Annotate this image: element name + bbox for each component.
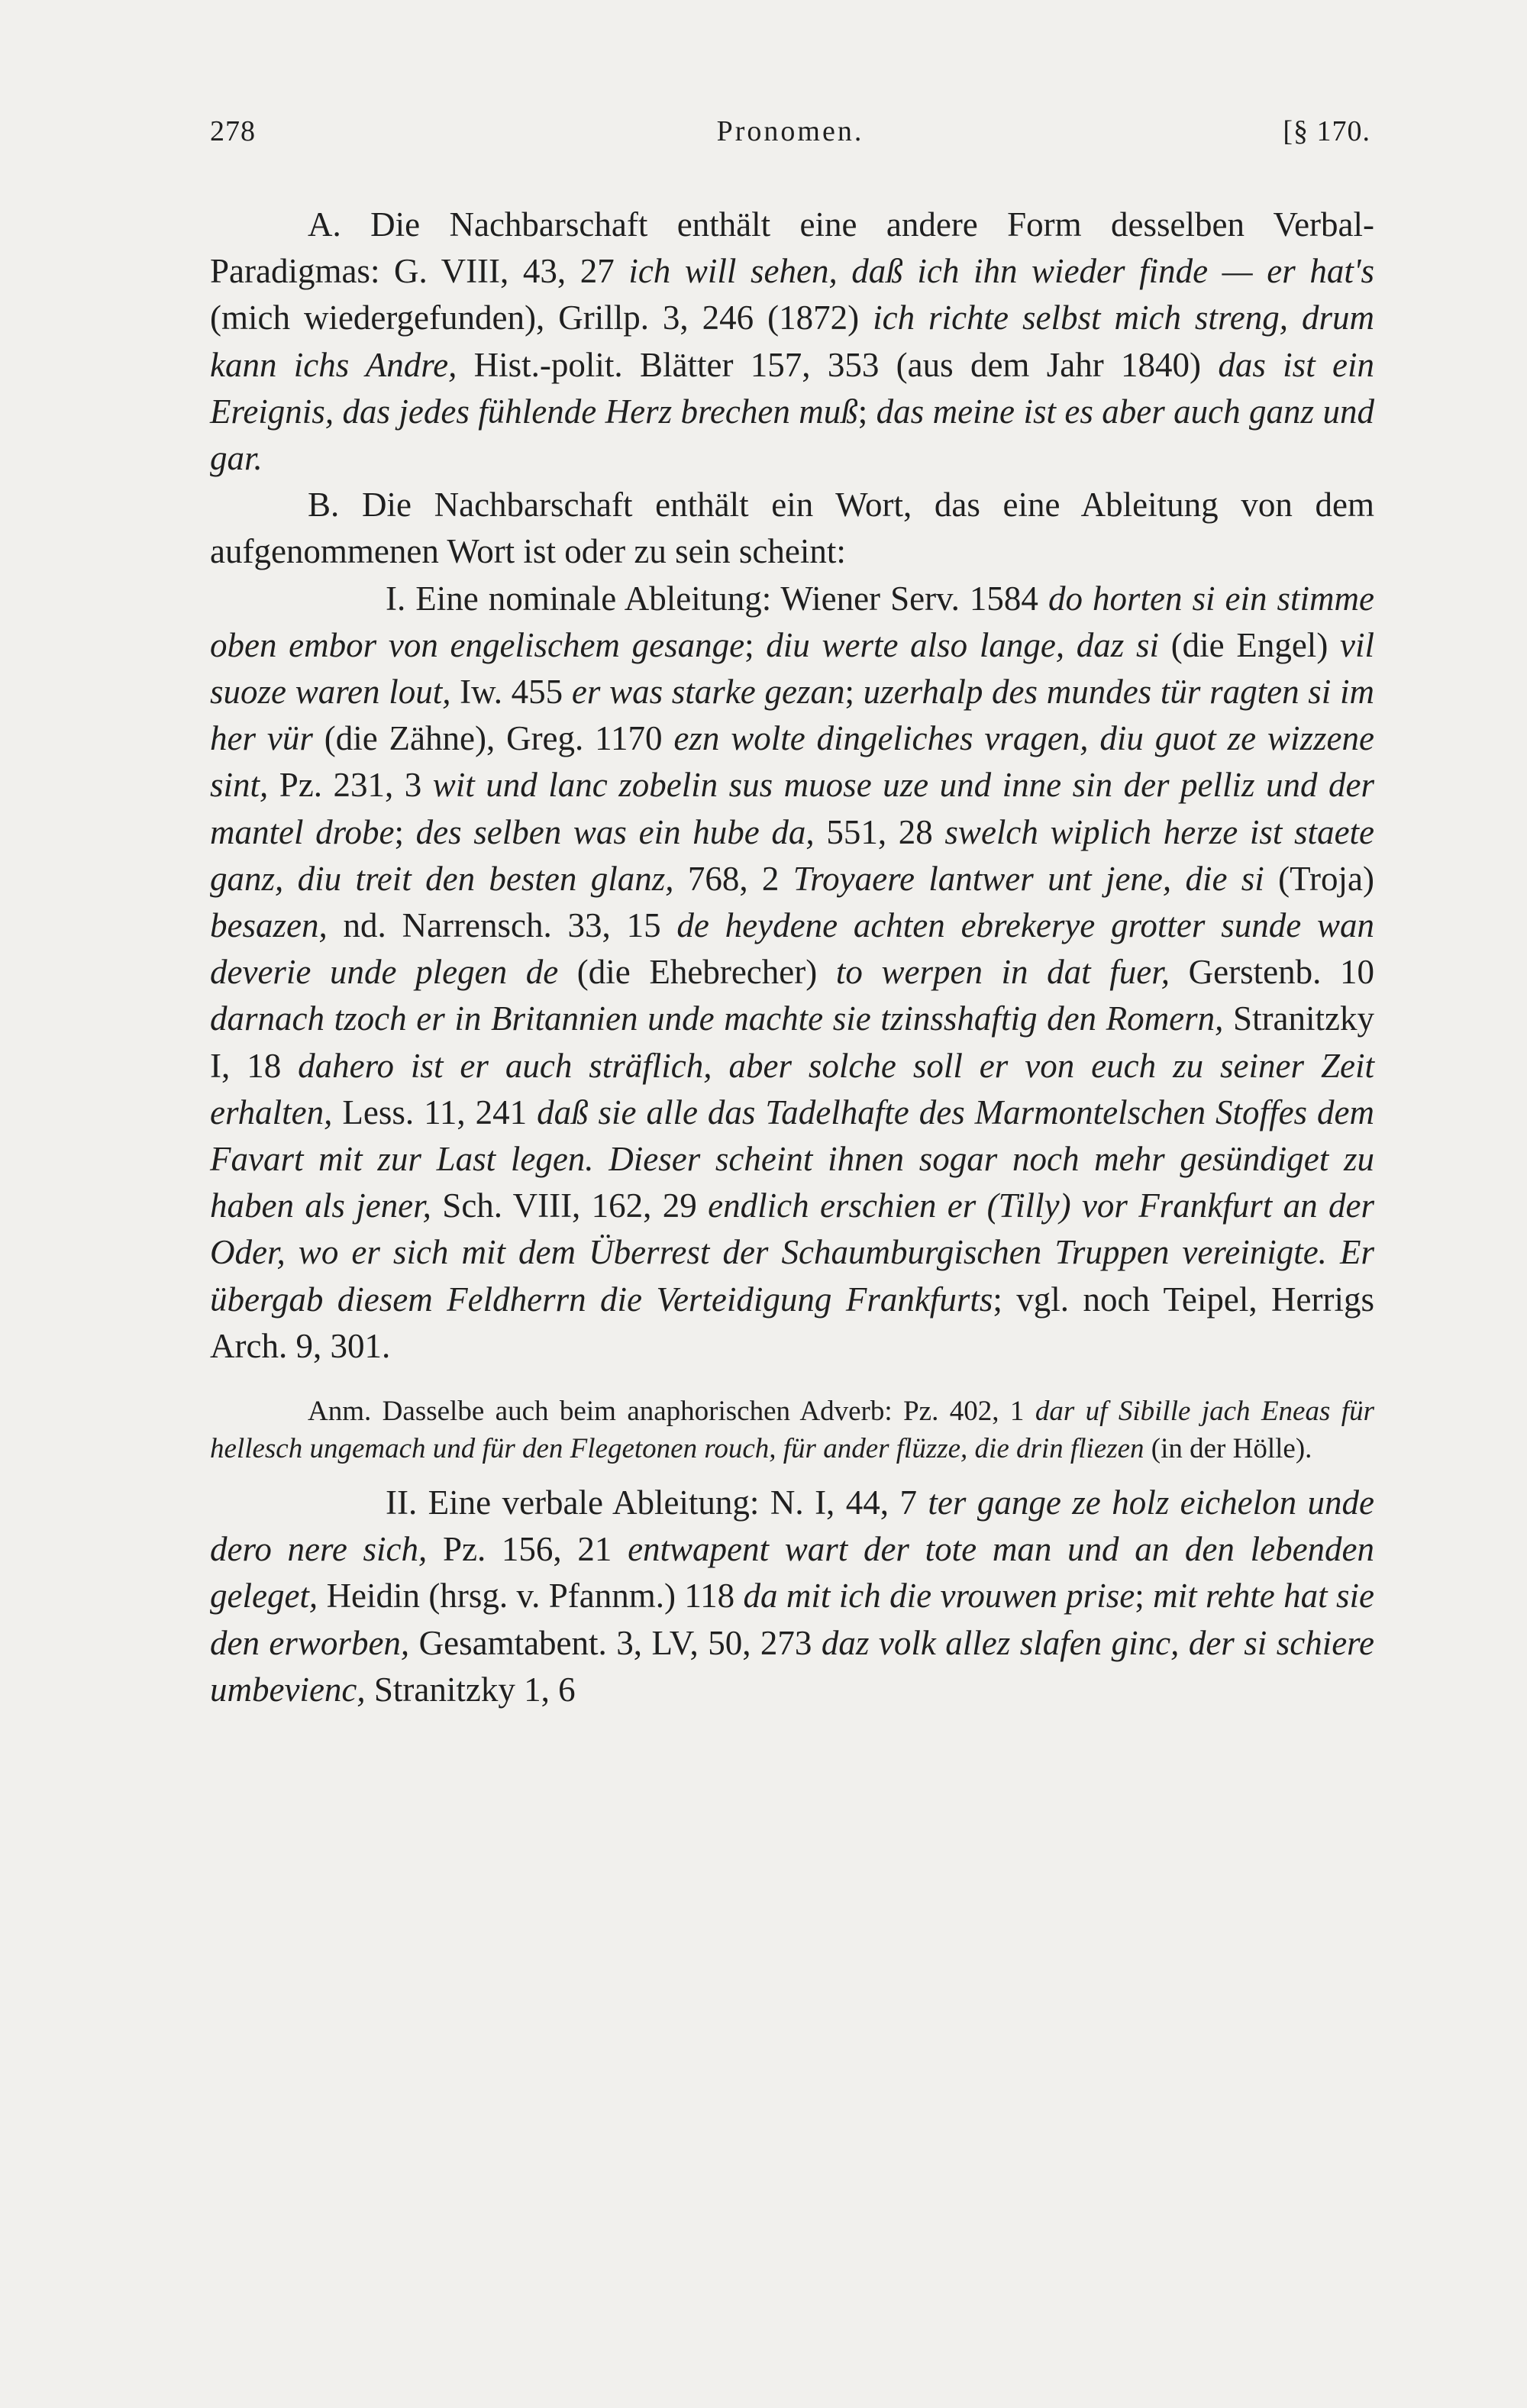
text-run: II. Eine verbale Ableitung: N. I, 44, 7	[386, 1483, 928, 1522]
italic-quote: daz volk allez slafen ginc, der si schiere umbevienc,	[210, 1623, 1374, 1709]
text-run: ;	[1135, 1577, 1154, 1616]
text-run: ; vgl. noch Teipel, Herrigs Arch. 9, 301.	[210, 1280, 1374, 1365]
text-run: ;	[394, 812, 416, 851]
page-number: 278	[210, 115, 256, 147]
running-header	[210, 115, 1370, 160]
italic-quote: uzerhalp des mundes tür ragten si im her vür	[210, 673, 1374, 758]
text-run: ;	[744, 625, 767, 664]
text-run: Sch. VIII, 162, 29	[431, 1186, 709, 1225]
text-run: 768, 2	[673, 859, 793, 898]
paragraph-a	[210, 202, 1374, 482]
text-run: Heidin (hrsg. v. Pfannm.) 118	[318, 1577, 744, 1616]
paragraph-b	[210, 482, 1374, 575]
italic-quote: er was starke gezan	[571, 673, 845, 712]
text-run: Pz. 156, 21	[427, 1530, 628, 1569]
italic-quote: vil suoze waren lout,	[210, 625, 1374, 712]
text-run: B. Die Nachbarschaft enthält ein Wort, das eine Ableitung von dem aufgenommenen Wort ist oder zu sein scheint:	[210, 486, 1374, 571]
text-run: I. Eine nominale Ableitung: Wiener Serv. 1584	[386, 579, 1048, 618]
text-run: (die Engel)	[1159, 625, 1340, 664]
italic-quote: de heydene achten ebrekerye grotter sunde wan deverie unde plegen de	[210, 906, 1374, 992]
italic-quote: das ist ein Ereignis, das jedes fühlende Herz brechen muß	[210, 345, 1374, 431]
italic-quote: mit rehte hat sie den erworben,	[210, 1577, 1374, 1662]
italic-quote: ich richte selbst mich streng, drum kann ichs Andre,	[210, 299, 1374, 384]
italic-quote: Troyaere lantwer unt jene, die si	[793, 859, 1264, 898]
text-run: Stranitzky I, 18	[210, 999, 1375, 1085]
text-run: Anm. Dasselbe auch beim anaphorischen Adverb: Pz. 402, 1	[308, 1396, 1035, 1428]
italic-quote: do horten si ein stimme oben embor von engelischem gesange	[210, 579, 1374, 664]
paragraph-ii	[210, 1480, 1374, 1713]
text-run: Gerstenb. 10	[1170, 953, 1374, 992]
italic-quote: wit und lanc zobelin sus muose uze und inne sin der pelliz und der mantel drobe	[210, 766, 1374, 851]
text-run: Gesamtabent. 3, LV, 50, 273	[409, 1623, 822, 1662]
italic-quote: to werpen in dat fuer,	[835, 953, 1170, 992]
text-run: (in der Hölle).	[1144, 1433, 1312, 1465]
text-run: Hist.-polit. Blätter 157, 353 (aus dem Jahr 1840)	[457, 345, 1219, 384]
text-run: Pz. 231, 3	[268, 766, 433, 805]
text-run: Less. 11, 241	[332, 1093, 538, 1131]
text-run: Stranitzky 1, 6	[365, 1670, 576, 1709]
italic-quote: da mit ich die vrouwen prise	[743, 1577, 1135, 1616]
running-title: Pronomen.	[716, 115, 864, 147]
italic-quote: swelch wiplich herze ist staete ganz, diu treit den besten glanz,	[210, 812, 1375, 898]
italic-quote: des selben was ein hube da,	[415, 812, 815, 851]
text-run: Iw. 455	[450, 673, 572, 712]
italic-quote: ich will sehen, daß ich ihn wieder finde — er hat's	[628, 252, 1375, 291]
italic-quote: dar uf Sibille jach Eneas für hellesch ungemach und für den Flegetonen rouch, für ander flüzze, die drin fliezen	[210, 1396, 1374, 1465]
text-run: (mich wiedergefunden), Grillp. 3, 246 (1872)	[210, 299, 873, 337]
text-run: (die Ehebrecher)	[558, 953, 836, 992]
text-run: nd. Narrensch. 33, 15	[327, 906, 677, 945]
italic-quote: endlich erschien er (Tilly) vor Frankfurt an der Oder, wo er sich mit dem Überrest der Schaumburgischen Truppen vereinigte. Er übergab diesem Feldherrn die Verteidigung Frankfurts	[210, 1186, 1375, 1319]
text-run: ;	[844, 673, 864, 712]
page-body	[210, 202, 1374, 1713]
text-run: (Troja)	[1264, 859, 1374, 898]
italic-quote: daß sie alle das Tadelhafte des Marmontelschen Stoffes dem Favart mit zur Last legen. Dieser scheint ihnen sogar noch mehr gesündiget zu haben als jener,	[210, 1093, 1374, 1225]
paragraph-i	[210, 576, 1374, 1370]
text-run: A. Die Nachbarschaft enthält eine andere Form desselben Verbal-Paradigmas: G. VIII, 43, 27	[210, 205, 1374, 291]
italic-quote: das meine ist es aber auch ganz und gar.	[210, 392, 1374, 478]
italic-quote: ter gange ze holz eichelon unde dero nere sich,	[210, 1483, 1375, 1569]
italic-quote: dahero ist er auch sträflich, aber solche soll er von euch zu seiner Zeit erhalten,	[210, 1046, 1374, 1131]
section-marker: [§ 170.	[1283, 115, 1370, 147]
italic-quote: darnach tzoch er in Britannien unde machte sie tzinsshaftig den Romern,	[210, 999, 1224, 1038]
text-run: ;	[857, 392, 876, 431]
italic-quote: ezn wolte dingeliches vragen, diu guot ze wizzene sint,	[210, 719, 1374, 805]
italic-quote: besazen,	[210, 906, 328, 945]
annotation-note	[210, 1393, 1374, 1467]
text-run: 551, 28	[814, 812, 945, 851]
italic-quote: entwapent wart der tote man und an den lebenden geleget,	[210, 1530, 1375, 1616]
italic-quote: diu werte also lange, daz si	[766, 625, 1159, 664]
text-run: (die Zähne), Greg. 1170	[312, 719, 674, 758]
